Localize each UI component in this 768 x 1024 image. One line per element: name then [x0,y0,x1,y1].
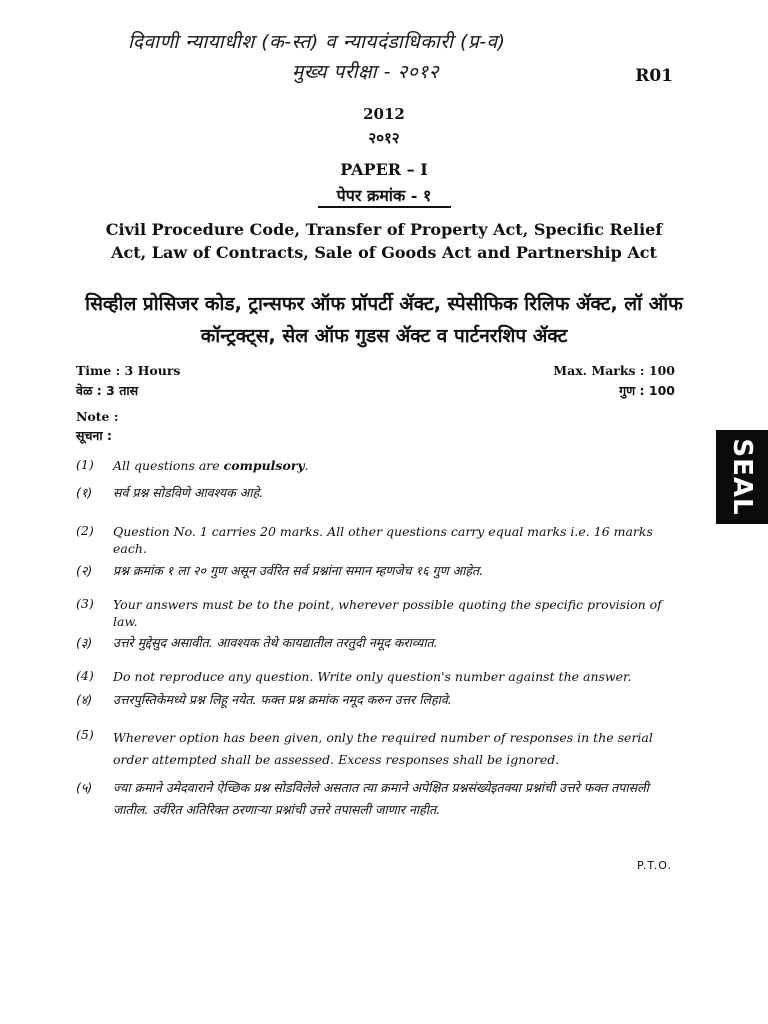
instruction-number: (3) [76,596,94,611]
time-label-devanagari: वेळ : 3 तास [76,383,139,398]
paper-title: PAPER – I [340,160,428,179]
time-label: Time : 3 Hours [76,363,181,378]
instruction-text-devanagari: ज्या क्रमाने उमेदवाराने ऐच्छिक प्रश्न सोडविलेले असतात त्या क्रमाने अपेक्षित प्रश्नसंख्येइतक्या प्रश्नांची उत्तरे फक्त तपासली जातील. उर्वरित अतिरिक्त ठरणाऱ्या प्रश्नांची उत्तरे तपासली जाणार नाहीत. [113,780,649,817]
instruction-text: All questions are compulsory. [113,458,309,473]
handwritten-exam-title: दिवाणी न्यायाधीश (क-स्त) व न्यायदंडाधिकारी (प्र-व) [128,31,506,53]
instruction-number-devanagari: (३) [76,635,93,650]
instruction-text-devanagari: उत्तरपुस्तिकेमध्ये प्रश्न लिहू नयेत. फक्त प्रश्न क्रमांक नमूद करुन उत्तर लिहावे. [113,692,452,707]
max-marks-label: Max. Marks : 100 [553,363,675,378]
instruction-text: Wherever option has been given, only the required number of responses in the serial order attempted shall be assessed. Excess responses shall be ignored. [113,730,653,767]
subject-title: Civil Procedure Code, Transfer of Property Act, Specific Relief Act, Law of Contracts, Sale of Goods Act and Partnership Act [105,220,663,262]
seal-tab [716,430,768,524]
instruction-text: Do not reproduce any question. Write only question's number against the answer. [113,669,632,684]
instruction-text-devanagari: उत्तरे मुद्देसुद असावीत. आवश्यक तेथे कायद्यातील तरतुदी नमूद कराव्यात. [113,635,438,650]
instruction-number: (1) [76,457,94,472]
instruction-number-devanagari: (४) [76,692,93,707]
year-devanagari: २०१२ [368,129,400,147]
year: 2012 [363,105,405,123]
seal-label: SEAL [727,438,757,516]
instruction-text-devanagari: सर्व प्रश्न सोडविणे आवश्यक आहे. [113,485,264,500]
marks-label-devanagari: गुण : 100 [619,383,675,398]
instruction-number: (5) [76,727,94,742]
note-label: Note : [76,409,119,424]
instruction-number-devanagari: (१) [76,485,93,500]
handwritten-exam-subtitle: मुख्य परीक्षा - २०१२ [292,61,440,83]
paper-code: R01 [635,66,673,86]
paper-title-devanagari: पेपर क्रमांक - १ [336,186,432,205]
instruction-number-devanagari: (२) [76,563,93,578]
instruction-text: Question No. 1 carries 20 marks. All other questions carry equal marks i.e. 16 marks each. [113,524,653,556]
note-label-devanagari: सूचना : [76,428,112,443]
instruction-number: (2) [76,523,94,538]
subject-title-devanagari: सिव्हील प्रोसिजर कोड, ट्रान्सफर ऑफ प्रॉपर्टी ॲक्ट, स्पेसीफिक रिलिफ ॲक्ट, लॉ ऑफ कॉन्ट्रक्ट्स, सेल ऑफ गुडस ॲक्ट व पार्टनरशिप ॲक्ट [85,293,683,347]
pto-label: P.T.O. [636,859,672,872]
instruction-number-devanagari: (५) [76,780,93,795]
title-underline [318,206,451,208]
instruction-text: Your answers must be to the point, wherever possible quoting the specific provision of law. [113,597,662,629]
instruction-text-devanagari: प्रश्न क्रमांक १ ला २० गुण असून उर्वरित सर्व प्रश्नांना समान म्हणजेच १६ गुण आहेत. [113,563,484,578]
instruction-number: (4) [76,668,94,683]
